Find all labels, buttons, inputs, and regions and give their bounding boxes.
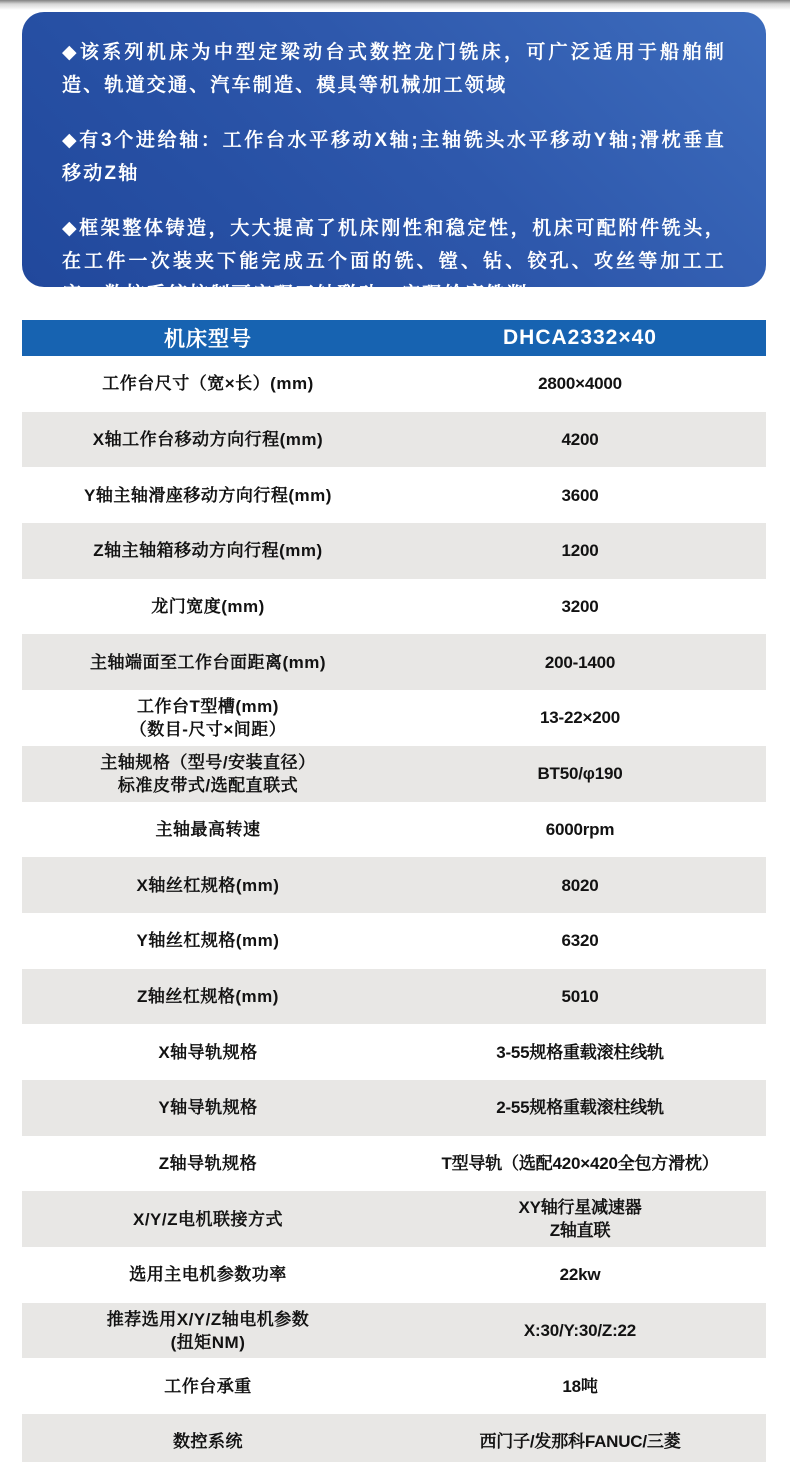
table-row [22, 356, 766, 412]
spec-label-text: 工作台T型槽(mm) [137, 696, 279, 716]
spec-value-text: 2-55规格重载滚柱线轨 [496, 1098, 664, 1118]
spec-value-text: 1200 [561, 541, 599, 561]
spec-label [22, 1080, 394, 1136]
table-row [22, 802, 766, 858]
spec-label-text: Y轴导轨规格 [158, 1098, 258, 1118]
spec-label [22, 1303, 394, 1359]
table-row [22, 1024, 766, 1080]
spec-label-text: 数控系统 [173, 1432, 243, 1452]
spec-value [394, 412, 766, 468]
spec-value-text: 22kw [559, 1265, 601, 1285]
spec-label [22, 412, 394, 468]
spec-value [394, 690, 766, 746]
table-row [22, 634, 766, 690]
table-row [22, 523, 766, 579]
spec-value-text: 18吨 [562, 1376, 598, 1396]
spec-value-text: 3200 [561, 597, 599, 617]
spec-value [394, 467, 766, 523]
intro-bullet-2: ◆有3个进给轴：工作台水平移动X轴;主轴铣头水平移动Y轴;滑枕垂直移动Z轴 [62, 130, 726, 184]
spec-label [22, 356, 394, 412]
spec-value [394, 1024, 766, 1080]
spec-value [394, 1080, 766, 1136]
spec-label-text: （数目-尺寸×间距） [129, 719, 287, 739]
spec-label [22, 523, 394, 579]
intro-card [22, 12, 766, 305]
spec-label-text: 工作台尺寸（宽×长）(mm) [102, 374, 314, 394]
spec-value [394, 356, 766, 412]
spec-value-text: 6000rpm [545, 819, 615, 839]
spec-label [22, 634, 394, 690]
table-row [22, 969, 766, 1025]
spec-value [394, 1247, 766, 1303]
spec-label [22, 746, 394, 802]
bottom-strip [0, 1462, 790, 1470]
spec-value-text: T型导轨（选配420×420全包方滑枕） [441, 1153, 719, 1173]
spec-value [394, 913, 766, 969]
table-row [22, 1136, 766, 1192]
header-model-value: DHCA2332×40 [502, 326, 657, 349]
spec-label [22, 969, 394, 1025]
spec-label-text: 主轴最高转速 [155, 819, 261, 839]
spec-label [22, 1358, 394, 1414]
spec-label-text: 推荐选用X/Y/Z轴电机参数 [106, 1309, 310, 1329]
spec-label-text: 标准皮带式/选配直联式 [117, 775, 299, 795]
spec-label [22, 579, 394, 635]
table-row [22, 579, 766, 635]
spec-value [394, 857, 766, 913]
spec-value-text: 3-55规格重载滚柱线轨 [496, 1042, 664, 1062]
spec-label-text: 主轴端面至工作台面距离(mm) [89, 652, 327, 672]
spec-label-text: Z轴丝杠规格(mm) [137, 986, 279, 1006]
spec-value [394, 1136, 766, 1192]
spec-value [394, 969, 766, 1025]
spec-label-text: X/Y/Z电机联接方式 [132, 1209, 283, 1229]
spec-value-text: 200-1400 [544, 652, 616, 672]
spec-label [22, 690, 394, 746]
spec-value [394, 802, 766, 858]
spec-value-text: Z轴直联 [549, 1221, 611, 1241]
spec-label-text: X轴工作台移动方向行程(mm) [92, 430, 324, 450]
spec-label-text: X轴丝杠规格(mm) [136, 875, 280, 895]
spec-value [394, 1358, 766, 1414]
spec-label-text: Z轴导轨规格 [158, 1153, 258, 1173]
spec-label-text: 工作台承重 [164, 1376, 252, 1396]
spec-value [394, 746, 766, 802]
spec-table-header-row [22, 320, 766, 356]
spec-value [394, 579, 766, 635]
spec-value-text: 8020 [561, 875, 599, 895]
spec-label-text: 主轴规格（型号/安装直径） [100, 752, 316, 772]
table-row [22, 746, 766, 802]
spec-value [394, 1191, 766, 1247]
spec-label [22, 1191, 394, 1247]
table-row [22, 857, 766, 913]
spec-value-text: 5010 [561, 986, 599, 1006]
spec-label [22, 857, 394, 913]
spec-value [394, 523, 766, 579]
spec-label-text: Z轴主轴箱移动方向行程(mm) [93, 541, 323, 561]
spec-value [394, 634, 766, 690]
spec-label-text: 选用主电机参数功率 [129, 1265, 287, 1285]
spec-label [22, 913, 394, 969]
spec-value-text: 西门子/发那科FANUC/三菱 [479, 1432, 681, 1452]
spec-label-text: X轴导轨规格 [158, 1042, 258, 1062]
spec-label [22, 1136, 394, 1192]
table-row [22, 467, 766, 523]
intro-bullet-1: ◆该系列机床为中型定梁动台式数控龙门铣床，可广泛适用于船舶制造、轨道交通、汽车制造、模具等机械加工领域 [62, 42, 726, 96]
spec-label [22, 1024, 394, 1080]
table-row [22, 1247, 766, 1303]
table-row [22, 1358, 766, 1414]
spec-value-text: X:30/Y:30/Z:22 [523, 1321, 637, 1341]
spec-value-text: BT50/φ190 [537, 764, 623, 784]
spec-value-text: 13-22×200 [540, 708, 620, 728]
spec-label-text: Y轴丝杠规格(mm) [136, 931, 280, 951]
top-shadow [0, 0, 790, 10]
spec-value-text: 4200 [561, 430, 599, 450]
table-row [22, 690, 766, 746]
spec-label [22, 802, 394, 858]
spec-table [22, 320, 766, 1470]
spec-value-text: 6320 [561, 931, 599, 951]
spec-label [22, 467, 394, 523]
spec-value [394, 1303, 766, 1359]
spec-label-text: Y轴主轴滑座移动方向行程(mm) [84, 485, 332, 505]
table-row [22, 913, 766, 969]
spec-value-text: 2800×4000 [538, 374, 622, 394]
header-model-label: 机床型号 [164, 328, 252, 351]
table-row [22, 1303, 766, 1359]
table-row [22, 1080, 766, 1136]
spec-label-text: 龙门宽度(mm) [151, 597, 265, 617]
spec-value-text: XY轴行星减速器 [518, 1198, 642, 1218]
spec-label-text: (扭矩NM) [170, 1332, 246, 1352]
spec-label [22, 1247, 394, 1303]
table-row [22, 1191, 766, 1247]
spec-table-body [22, 356, 766, 1470]
intro-bullet-3: ◆框架整体铸造，大大提高了机床刚性和稳定性，机床可配附件铣头，在工件一次装夹下能完成五个面的铣、镗、钻、铰孔、攻丝等加工工序，数控系统控制可实现三轴联动，实现轮廓铣削 [62, 218, 726, 305]
spec-value-text: 3600 [561, 485, 599, 505]
table-row [22, 412, 766, 468]
